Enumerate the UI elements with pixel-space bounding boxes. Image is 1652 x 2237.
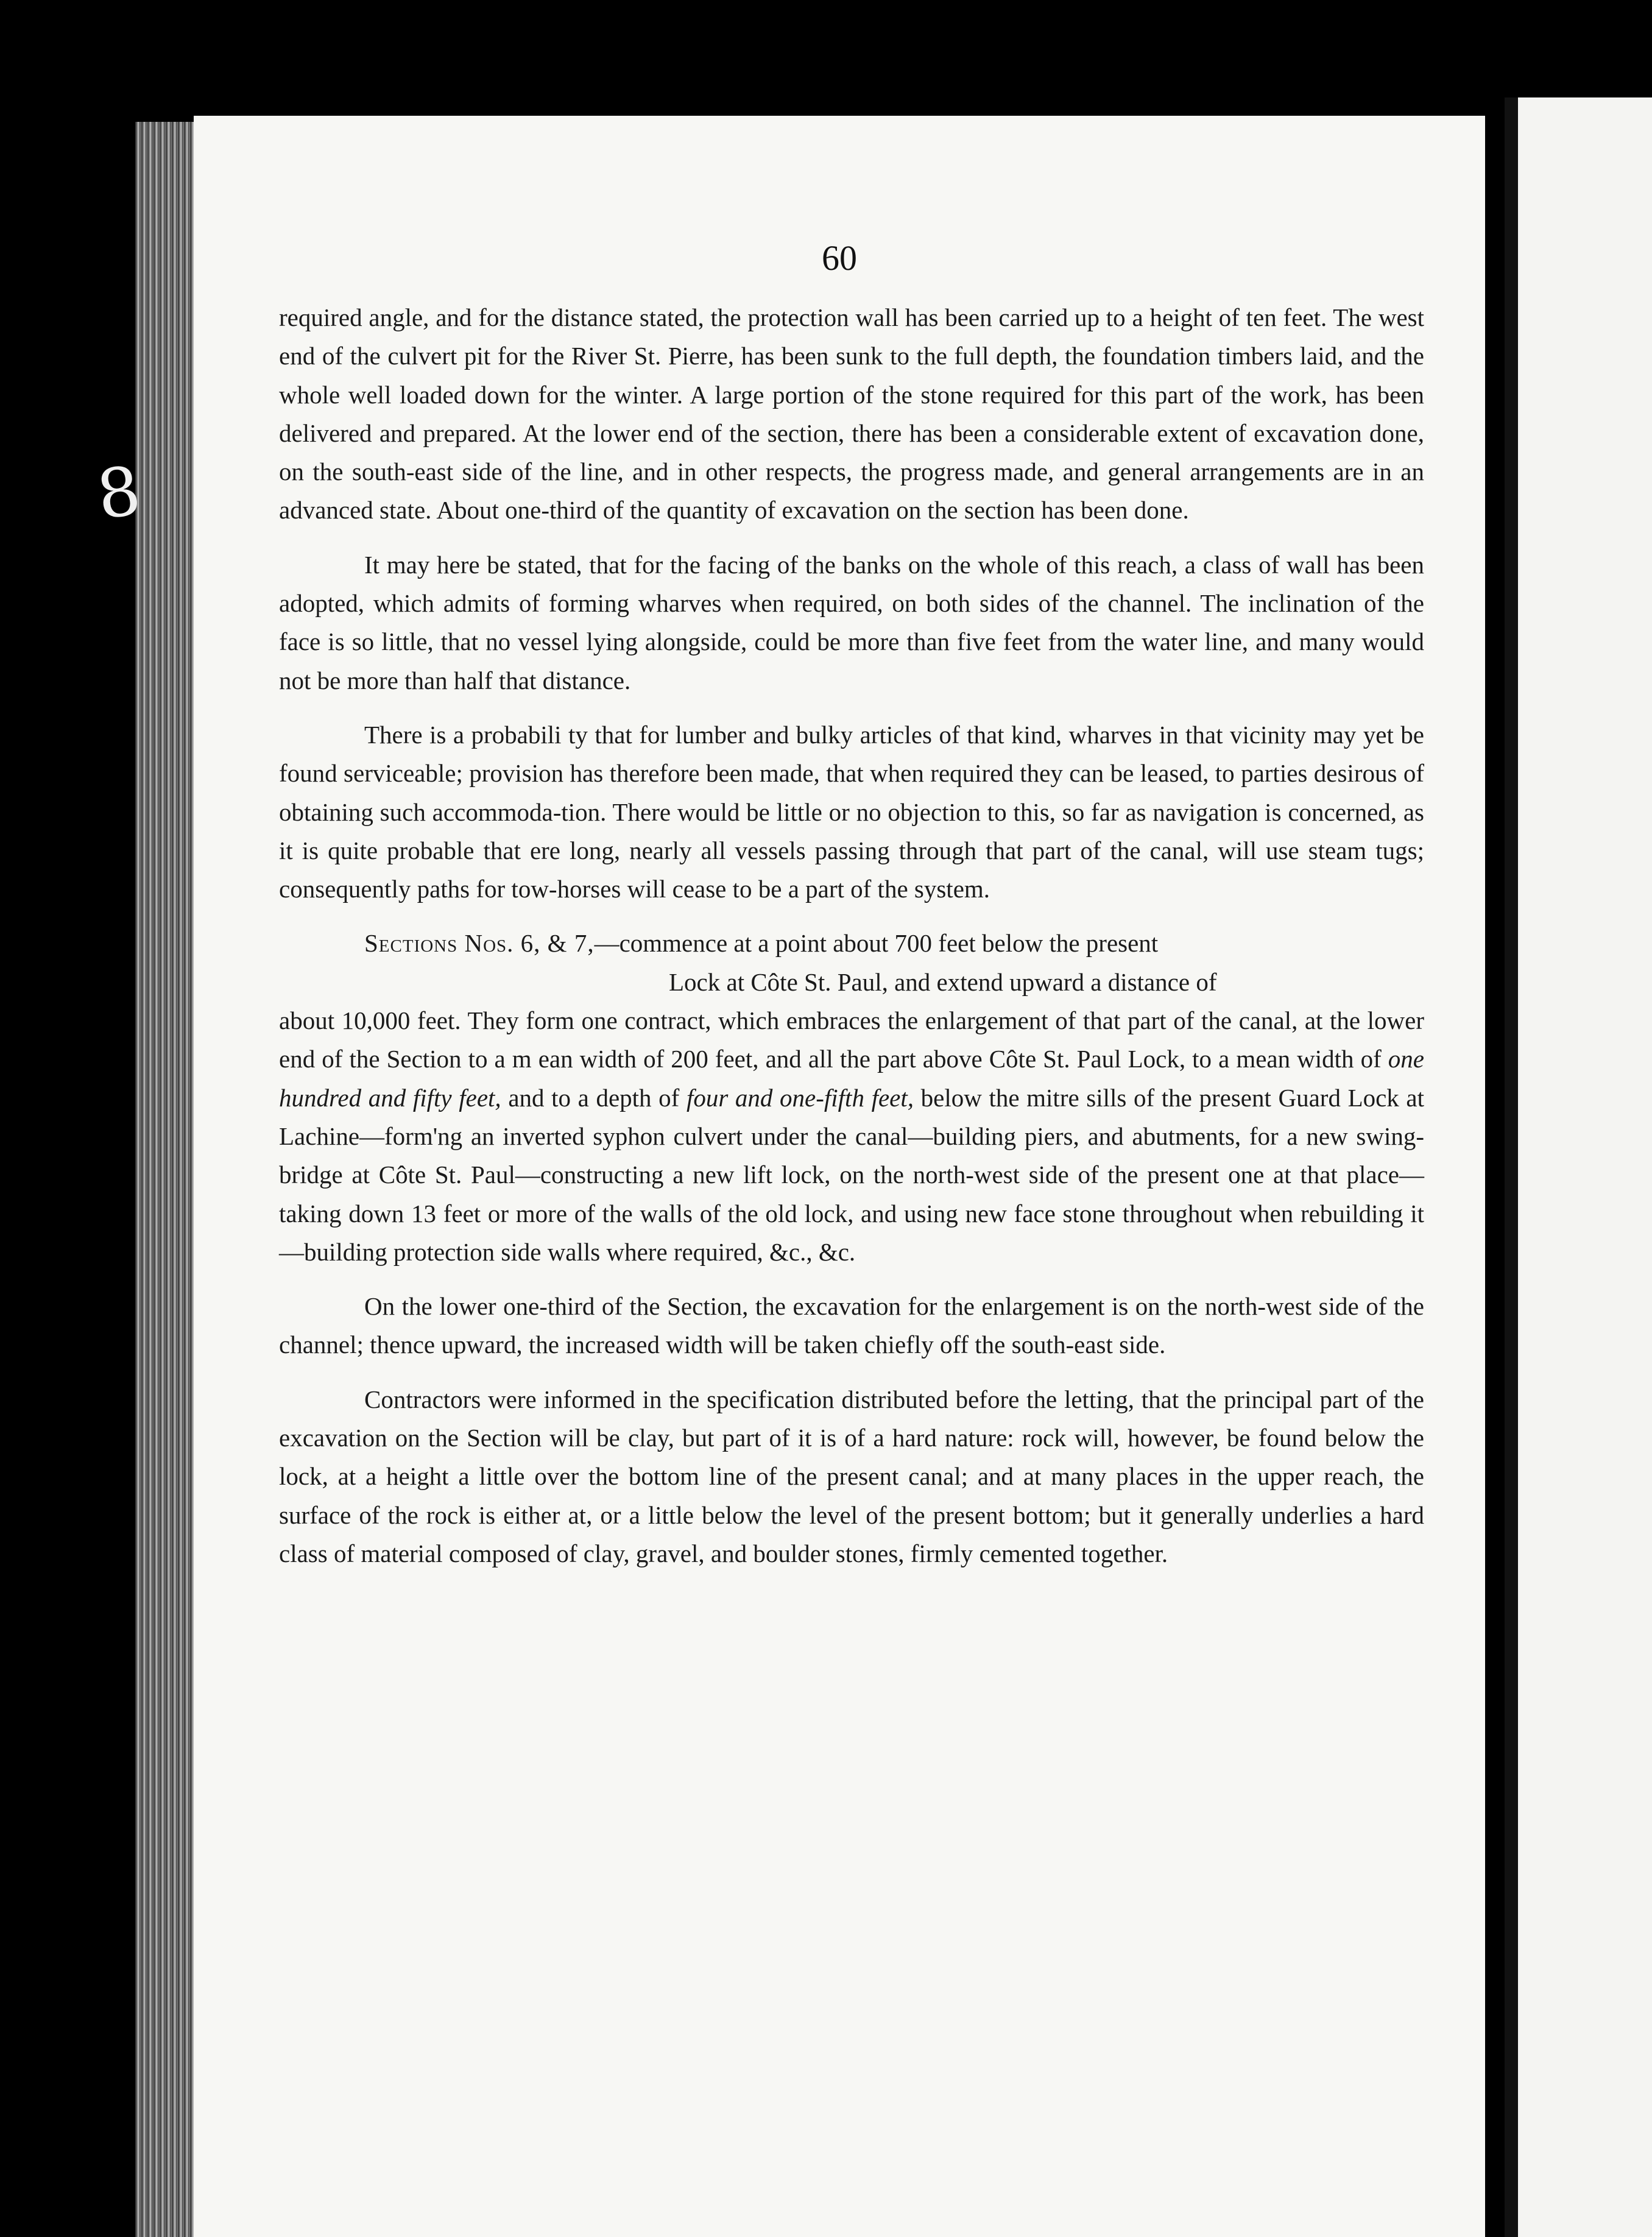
section-heading-line — [279, 924, 1424, 963]
paragraph-4-italic-depth: four and one-fifth feet, — [686, 1083, 914, 1112]
paragraph-3: There is a probabili ty that for lumber and bulky articles of that kind, wharves in that vicinity may yet be found serviceable; provision has therefore been made, that when required they can be leased, to parties desirous of obtaining such accommoda-tion. There would be little or no objection to this, so far as navigation is concerned, as it is quite probable that ere long, nearly all vessels passing through that part of the canal, will use steam tugs; consequently paths for tow-horses will cease to be a part of the system. — [279, 720, 1424, 903]
facing-page-edge — [1505, 97, 1652, 2237]
section-heading-rest: —commence at a point about 700 feet below the present — [594, 929, 1159, 958]
section-heading: Sections Nos. 6, & 7, — [364, 929, 595, 958]
margin-note: 8 — [92, 451, 146, 535]
section-heading-line-2: Lock at Côte St. Paul, and extend upward a distance of — [669, 967, 1217, 996]
paragraph-6: Contractors were informed in the specification distributed before the letting, that the principal part of the excavation on the Section will be clay, but part of it is of a hard nature: rock will, however, be found below the lock, at a height a little over the bottom line of the present canal; and at many places in the upper reach, the surface of the rock is either at, or a little below the level of the present bottom; but it generally underlies a hard class of material composed of clay, gravel, and boulder stones, firmly cemented together. — [279, 1385, 1424, 1567]
page-number: 60 — [822, 238, 857, 278]
paragraph-1: required angle, and for the distance stated, the protection wall has been carried up to a height of ten feet. The west end of the culvert pit for the River St. Pierre, has been sunk to the full depth, the foundation timbers laid, and the whole well loaded down for the winter. A large portion of the stone required for this part of the work, has been delivered and prepared. At the lower end of the section, there has been a considerable extent of excavation done, on the south-east side of the line, and in other respects, the progress made, and general arrangements are in an advanced state. About one-third of the quantity of excavation on the section has been done. — [279, 303, 1424, 525]
paragraph-4-text-a: about 10,000 feet. They form one contract, which embraces the enlargement of that part of the canal, at the lower end of the Section to a m ean width of 200 feet, and all the part above Côte St. Paul Lock, to a mean width of — [279, 1006, 1424, 1073]
paragraph-5: On the lower one-third of the Section, the excavation for the enlargement is on the north-west side of the channel; thence upward, the increased width will be taken chiefly off the south-east side. — [279, 1292, 1424, 1359]
paragraph-2: It may here be stated, that for the facing of the banks on the whole of this reach, a class of wall has been adopted, which admits of forming wharves when required, on both sides of the channel. The inclination of the face is so little, that no vessel lying alongside, could be more than five feet from the water line, and many would not be more than half that distance. — [279, 550, 1424, 694]
document-page — [194, 116, 1485, 2237]
body-text — [279, 299, 1424, 1589]
paragraph-4 — [279, 924, 1424, 1271]
paragraph-4-text-b: and to a depth of — [508, 1083, 680, 1112]
paragraph-4-italic-width: one hundred and fifty feet, — [279, 1045, 1424, 1112]
paragraph-4-text-c: below the mitre sills of the present Guard Lock at Lachine—form'ng an inverted syphon culvert under the canal—building piers, and abutments, for a new swing-bridge at Côte St. Paul—constructing a new lift lock, on the north-west side of the present one at that place—taking down 13 feet or more of the walls of the old lock, and using new face stone throughout when rebuilding it—building protection side walls where required, &c., &c. — [279, 1083, 1425, 1266]
page-stack-edge — [135, 122, 196, 2237]
